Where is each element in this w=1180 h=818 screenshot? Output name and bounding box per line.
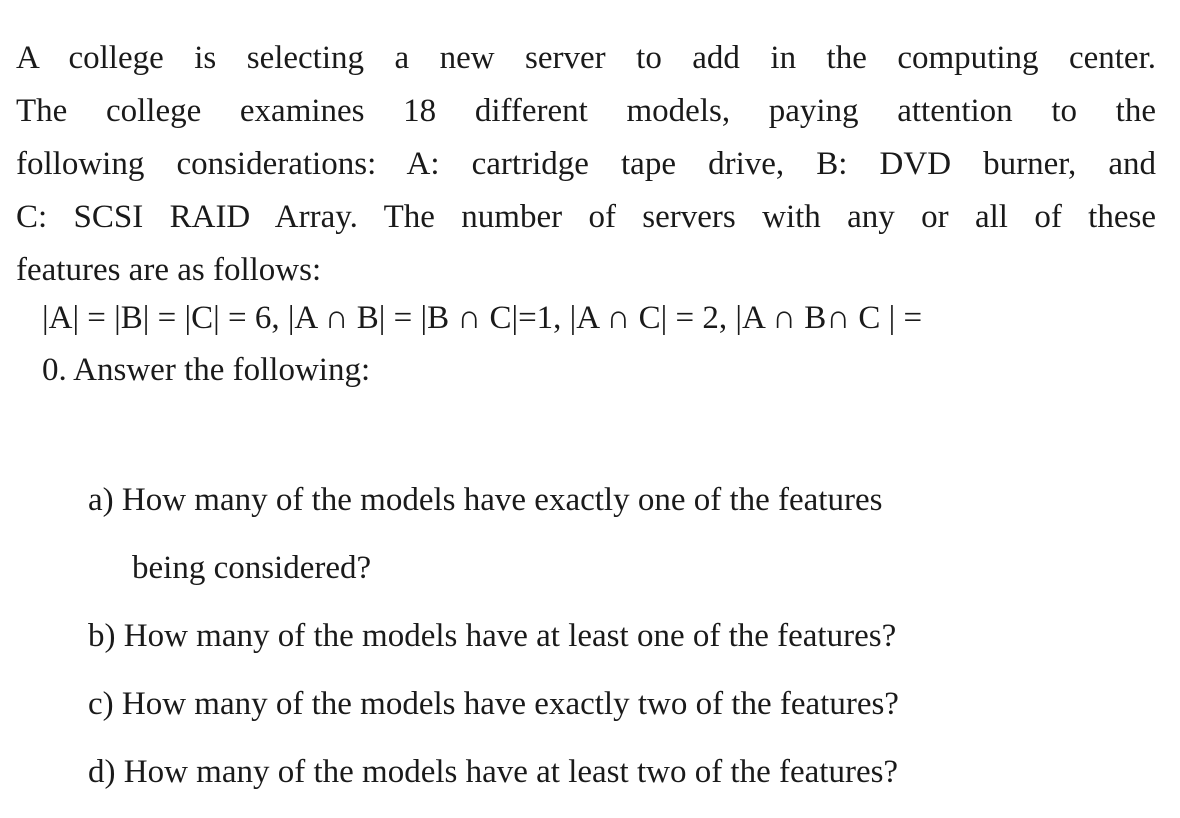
question-b-label: b) <box>88 618 116 654</box>
question-a-continuation: being considered? <box>132 550 372 586</box>
problem-intro <box>16 32 1156 297</box>
question-b-text: How many of the models have at least one of the features? <box>123 618 897 654</box>
question-a-label: a) <box>88 482 114 518</box>
question-d-label: d) <box>88 754 116 790</box>
intro-line-4: C: SCSI RAID Array. The number of servers with any or all of these <box>16 199 1156 235</box>
question-c-label: c) <box>88 686 114 722</box>
question-c-text: How many of the models have exactly two of the features? <box>121 686 899 722</box>
formula-line-2: 0. Answer the following: <box>42 352 371 388</box>
question-c <box>88 670 1148 738</box>
intro-line-1: A college is selecting a new server to add in the computing center. <box>16 40 1156 76</box>
question-d <box>88 738 1148 806</box>
formula-line-1: |A| = |B| = |C| = 6, |A ∩ B| = |B ∩ C|=1, |A ∩ C| = 2, |A ∩ B∩ C | = <box>42 300 923 336</box>
intro-line-5: features are as follows: <box>16 252 322 288</box>
intro-line-2: The college examines 18 different models, paying attention to the <box>16 93 1156 129</box>
question-a <box>88 466 1148 534</box>
question-list <box>88 466 1148 806</box>
question-a-text: How many of the models have exactly one of the features <box>121 482 883 518</box>
set-cardinalities <box>42 292 1142 396</box>
intro-line-3: following considerations: A: cartridge tape drive, B: DVD burner, and <box>16 146 1156 182</box>
question-d-text: How many of the models have at least two of the features? <box>123 754 899 790</box>
question-b <box>88 602 1148 670</box>
